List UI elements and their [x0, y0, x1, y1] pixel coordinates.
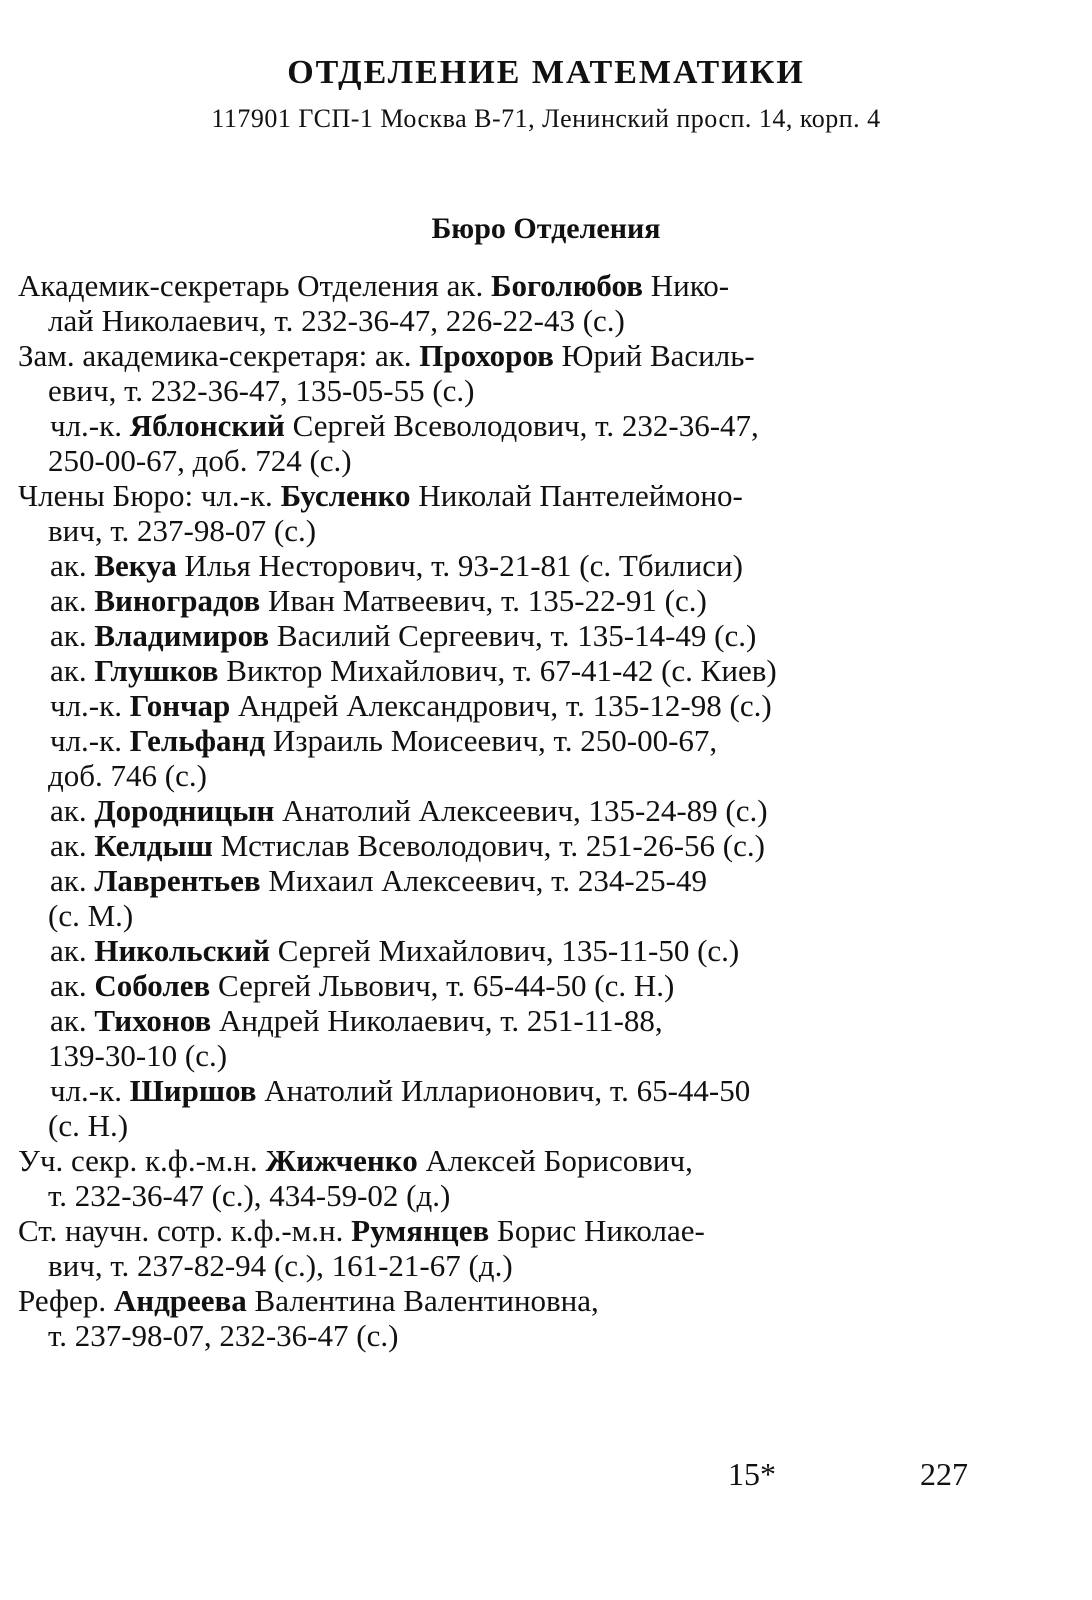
section-heading: Бюро Отделения [431, 212, 661, 245]
entry-details: Иван Матвеевич, т. 135-22-91 (с.) [260, 583, 707, 618]
entry-title: ак. [50, 933, 95, 968]
entry-title: чл.-к. [50, 688, 130, 723]
entry-continuation-line: доб. 746 (с.) [48, 758, 207, 793]
person-surname: Тихонов [94, 1003, 212, 1038]
entry-first-line [18, 548, 978, 583]
entry-title: ак. [50, 583, 95, 618]
entry-details: Алексей Борисович, [417, 1143, 693, 1178]
entry-first-line [18, 408, 978, 443]
person-surname: Векуа [94, 548, 177, 583]
entry-title: ак. [50, 1003, 95, 1038]
entry-title: Зам. академика-секретаря: ак. [18, 338, 420, 373]
person-surname: Виноградов [94, 583, 261, 618]
directory-entry [18, 478, 978, 548]
person-surname: Лаврентьев [94, 863, 261, 898]
entry-first-line [18, 1003, 978, 1038]
person-surname: Ширшов [129, 1073, 257, 1108]
person-surname: Бусленко [280, 478, 411, 513]
person-surname: Прохоров [419, 338, 554, 373]
entry-details: Сергей Всеволодович, т. 232-36-47, [284, 408, 759, 443]
entry-details: Василий Сергеевич, т. 135-14-49 (с.) [269, 618, 757, 653]
entry-title: чл.-к. [50, 408, 130, 443]
directory-entry [18, 863, 978, 933]
entry-details: Виктор Михайлович, т. 67-41-42 (с. Киев) [218, 653, 777, 688]
page-number: 227 [920, 1456, 968, 1492]
person-surname: Андреева [113, 1283, 247, 1318]
entry-details: Израиль Моисеевич, т. 250-00-67, [265, 723, 718, 758]
entry-continuation-line: вич, т. 237-98-07 (с.) [48, 513, 317, 548]
entry-continuation-line: (с. М.) [48, 898, 134, 933]
entry-first-line [18, 618, 978, 653]
entry-title: Ст. научн. сотр. к.ф.-м.н. [18, 1213, 352, 1248]
person-surname: Румянцев [351, 1213, 490, 1248]
person-surname: Гончар [129, 688, 231, 723]
directory-entry [18, 793, 978, 828]
entry-details: Анатолий Илларионович, т. 65-44-50 [256, 1073, 751, 1108]
directory-entry [18, 688, 978, 723]
directory-entry [18, 1073, 978, 1143]
entry-first-line [18, 863, 978, 898]
entry-title: ак. [50, 548, 95, 583]
entry-continuation-line: вич, т. 237-82-94 (с.), 161-21-67 (д.) [48, 1248, 513, 1283]
entry-details: Борис Николае- [489, 1213, 705, 1248]
directory-entry [18, 618, 978, 653]
entry-first-line [18, 478, 978, 513]
entry-continuation-line: т. 232-36-47 (с.), 434-59-02 (д.) [48, 1178, 451, 1213]
entry-title: чл.-к. [50, 1073, 130, 1108]
entry-first-line [18, 828, 978, 863]
entry-details: Юрий Василь- [553, 338, 755, 373]
person-surname: Дородницын [94, 793, 275, 828]
entry-first-line [18, 1213, 978, 1248]
person-surname: Жижченко [265, 1143, 418, 1178]
directory-entry [18, 338, 978, 408]
entry-title: Академик-секретарь Отделения ак. [18, 268, 491, 303]
entry-title: ак. [50, 653, 95, 688]
directory-entry [18, 583, 978, 618]
directory-entry [18, 968, 978, 1003]
person-surname: Боголюбов [490, 268, 643, 303]
entry-title: ак. [50, 618, 95, 653]
entry-first-line [18, 268, 978, 303]
entry-title: ак. [50, 863, 95, 898]
entry-first-line [18, 968, 978, 1003]
entry-details: Мстислав Всеволодович, т. 251-26-56 (с.) [212, 828, 765, 863]
entry-continuation-line: 250-00-67, доб. 724 (с.) [48, 443, 352, 478]
entry-first-line [18, 1073, 978, 1108]
entry-first-line [18, 793, 978, 828]
directory-entry [18, 408, 978, 478]
person-surname: Келдыш [94, 828, 213, 863]
person-surname: Глушков [94, 653, 219, 688]
signature-mark: 15* [728, 1456, 776, 1492]
entry-continuation-line: 139-30-10 (с.) [48, 1038, 228, 1073]
entry-details: Илья Несторович, т. 93-21-81 (с. Тбилиси) [176, 548, 743, 583]
person-surname: Никольский [94, 933, 270, 968]
person-surname: Гельфанд [129, 723, 266, 758]
entry-details: Андрей Александрович, т. 135-12-98 (с.) [230, 688, 772, 723]
entry-continuation-line: лай Николаевич, т. 232-36-47, 226-22-43 (с.) [48, 303, 625, 338]
directory-entries [18, 268, 978, 1353]
entry-details: Андрей Николаевич, т. 251-11-88, [211, 1003, 663, 1038]
entry-details: Сергей Михайлович, 135-11-50 (с.) [269, 933, 740, 968]
entry-details: Валентина Валентиновна, [246, 1283, 599, 1318]
directory-entry [18, 723, 978, 793]
directory-entry [18, 1283, 978, 1353]
person-surname: Яблонский [129, 408, 285, 443]
directory-entry [18, 1213, 978, 1283]
entry-first-line [18, 338, 978, 373]
entry-title: Рефер. [18, 1283, 114, 1318]
directory-entry [18, 1003, 978, 1073]
entry-title: ак. [50, 828, 95, 863]
entry-title: ак. [50, 793, 95, 828]
entry-title: Члены Бюро: чл.-к. [18, 478, 281, 513]
entry-first-line [18, 1283, 978, 1318]
entry-details: Михаил Алексеевич, т. 234-25-49 [260, 863, 707, 898]
entry-details: Сергей Львович, т. 65-44-50 (с. Н.) [210, 968, 675, 1003]
directory-entry [18, 653, 978, 688]
directory-entry [18, 933, 978, 968]
directory-entry [18, 268, 978, 338]
entry-continuation-line: (с. Н.) [48, 1108, 129, 1143]
entry-first-line [18, 723, 978, 758]
entry-title: ак. [50, 968, 95, 1003]
entry-first-line [18, 688, 978, 723]
entry-continuation-line: т. 237-98-07, 232-36-47 (с.) [48, 1318, 399, 1353]
entry-title: чл.-к. [50, 723, 130, 758]
entry-first-line [18, 1143, 978, 1178]
entry-first-line [18, 933, 978, 968]
entry-details: Николай Пантелеймоно- [410, 478, 743, 513]
directory-entry [18, 548, 978, 583]
entry-continuation-line: евич, т. 232-36-47, 135-05-55 (с.) [48, 373, 475, 408]
address-line: 117901 ГСП-1 Москва В-71, Ленинский просп. 14, корп. 4 [211, 104, 881, 133]
directory-entry [18, 1143, 978, 1213]
entry-first-line [18, 653, 978, 688]
directory-entry [18, 828, 978, 863]
entry-first-line [18, 583, 978, 618]
person-surname: Владимиров [94, 618, 270, 653]
entry-title: Уч. секр. к.ф.-м.н. [18, 1143, 266, 1178]
page-title: ОТДЕЛЕНИЕ МАТЕМАТИКИ [287, 54, 805, 91]
entry-details: Анатолий Алексеевич, 135-24-89 (с.) [274, 793, 768, 828]
person-surname: Соболев [94, 968, 211, 1003]
entry-details: Нико- [643, 268, 730, 303]
